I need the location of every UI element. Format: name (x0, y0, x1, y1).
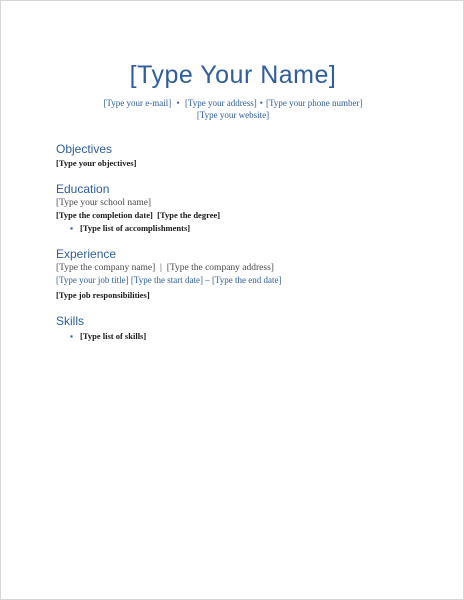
skills-heading: Skills (56, 314, 85, 328)
resume-body (56, 141, 416, 352)
completion-degree[interactable]: [Type the completion date] [Type the degree] (56, 210, 221, 220)
objectives-heading: Objectives (56, 142, 113, 156)
contact-line-2 (1, 109, 464, 121)
school-name[interactable]: [Type your school name] (56, 198, 152, 208)
contact-line-1 (1, 97, 464, 109)
website-field[interactable]: [Type your website] (196, 110, 270, 120)
company-line[interactable]: [Type the company name] | [Type the company address] (56, 263, 274, 273)
education-heading: Education (56, 182, 110, 196)
skills-section (56, 313, 416, 342)
experience-heading: Experience (56, 247, 117, 261)
objectives-text[interactable]: [Type your objectives] (56, 158, 137, 168)
experience-section (56, 246, 416, 301)
phone-field[interactable]: [Type your phone number] (265, 98, 363, 108)
bullet-icon: ▪ (70, 331, 74, 341)
separator: • (259, 98, 263, 108)
bullet-icon: ▪ (70, 223, 74, 233)
objectives-section (56, 141, 416, 169)
list-item (56, 330, 416, 342)
address-field[interactable]: [Type your address] (184, 98, 257, 108)
email-field[interactable]: [Type your e-mail] (103, 98, 172, 108)
skills-text[interactable]: [Type list of skills] (80, 331, 147, 341)
name-title[interactable]: [Type Your Name] (129, 61, 337, 89)
job-title-line[interactable]: [Type your job title] [Type the start date] – [Type the end date] (56, 275, 282, 285)
accomplishments-text[interactable]: [Type list of accomplishments] (80, 223, 191, 233)
responsibilities-text[interactable]: [Type job responsibilities] (56, 290, 150, 300)
separator: • (176, 98, 180, 108)
contact-info (1, 97, 464, 121)
list-item (56, 222, 416, 234)
education-section (56, 181, 416, 234)
